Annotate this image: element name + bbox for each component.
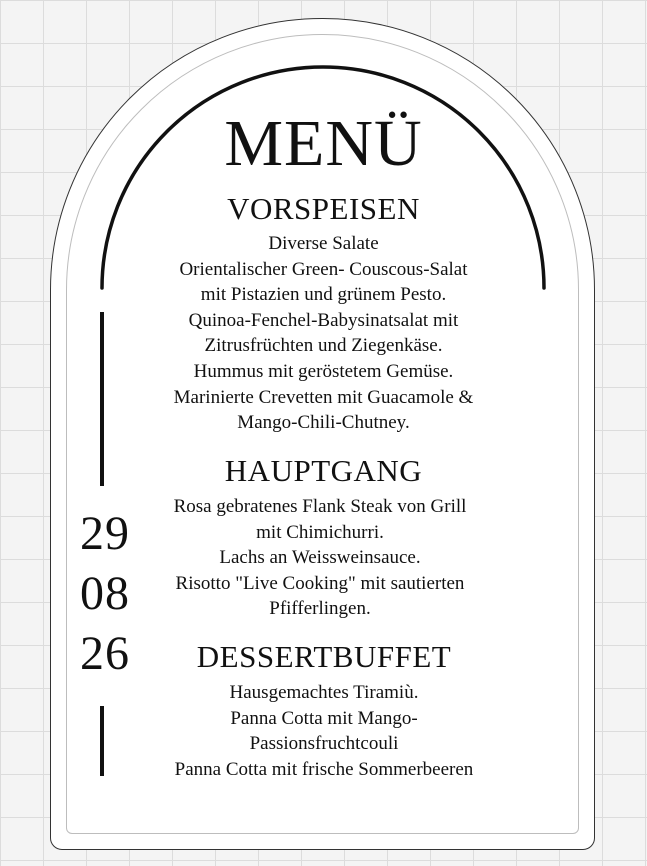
menu-item-line: Rosa gebratenes Flank Steak von Grill bbox=[173, 496, 467, 517]
section-items-vorspeisen bbox=[0, 231, 647, 436]
date-day: 29 bbox=[80, 507, 130, 560]
menu-item-line: Quinoa-Fenchel-Babysinatsalat mit bbox=[188, 309, 459, 331]
menu-item-line: Orientalischer Green- Couscous-Salat bbox=[179, 258, 468, 280]
menu-item-line: Marinierte Crevetten mit Guacamole & bbox=[173, 386, 474, 408]
menu-item-line: Zitrusfrüchten und Ziegenkäse. bbox=[204, 335, 443, 357]
menu-item-line: mit Pistazien und grünem Pesto. bbox=[200, 284, 447, 306]
section-items-hauptgang bbox=[140, 494, 500, 622]
menu-item-line: Mango-Chili-Chutney. bbox=[237, 412, 410, 434]
section-heading-vorspeisen: VORSPEISEN bbox=[227, 191, 420, 226]
menu-item-line: Lachs an Weissweinsauce. bbox=[219, 547, 421, 569]
date-month: 08 bbox=[80, 567, 130, 620]
date-year: 26 bbox=[80, 627, 130, 680]
menu-item-line: Diverse Salate bbox=[268, 233, 379, 254]
menu-item-line: Pfifferlingen. bbox=[269, 598, 371, 620]
menu-item-line: Panna Cotta mit frische Sommerbeeren bbox=[174, 758, 474, 776]
section-heading-dessertbuffet: DESSERTBUFFET bbox=[196, 639, 452, 674]
section-items-dessertbuffet bbox=[124, 680, 524, 776]
menu-item-line: Hummus mit geröstetem Gemüse. bbox=[193, 360, 454, 382]
menu-item-line: Passionsfruchtcouli bbox=[249, 733, 399, 755]
menu-title: MENÜ bbox=[224, 107, 423, 180]
menu-item-line: Hausgemachtes Tiramiù. bbox=[229, 682, 419, 703]
menu-item-line: Risotto "Live Cooking" mit sautierten bbox=[175, 572, 465, 594]
section-heading-hauptgang: HAUPTGANG bbox=[224, 453, 423, 488]
decorative-bar-bottom bbox=[100, 706, 104, 776]
menu-item-line: Panna Cotta mit Mango- bbox=[230, 707, 418, 729]
menu-item-line: mit Chimichurri. bbox=[256, 521, 384, 543]
